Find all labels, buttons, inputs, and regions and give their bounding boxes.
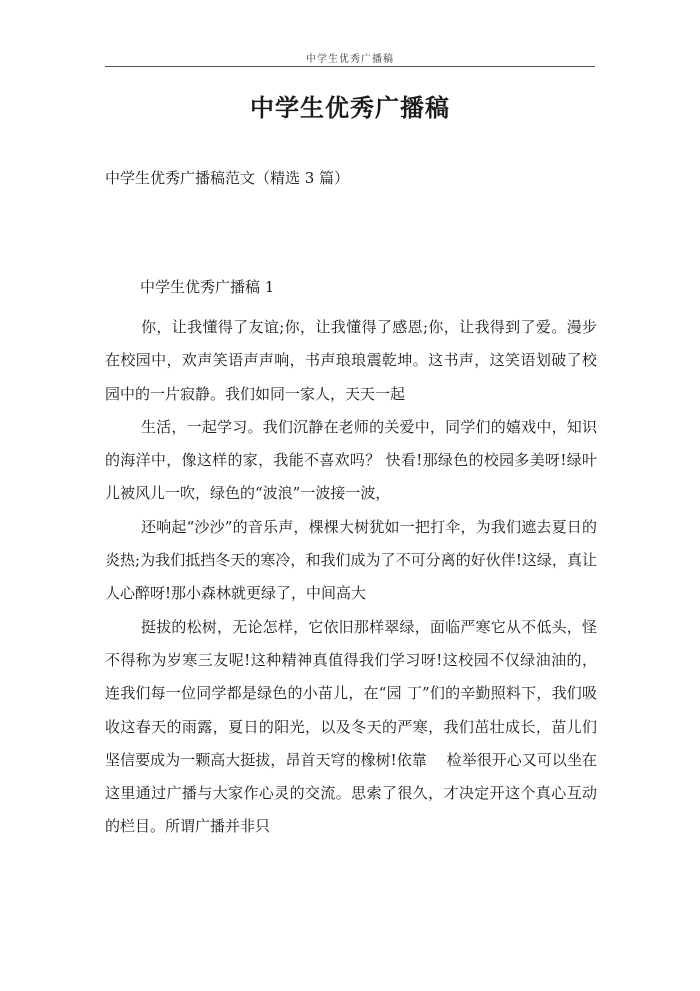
body-text [105, 311, 597, 844]
paragraph: 还响起“沙沙”的音乐声，棵棵大树犹如一把打伞，为我们遮去夏日的炎热;为我们抵挡冬天的寒冷，和我们成为了不可分离的好伙伴!这绿，真让人心醉呀!那小森林就更绿了，中间高大 [105, 517, 597, 603]
header-divider [105, 66, 595, 67]
running-header: 中学生优秀广播稿 [306, 54, 394, 65]
document-title: 中学生优秀广播稿 [250, 93, 450, 122]
document-subtitle: 中学生优秀广播稿范文（精选 3 篇） [105, 169, 350, 187]
paragraph: 你，让我懂得了友谊;你，让我懂得了感恩;你，让我得到了爱。漫步在校园中，欢声笑语声声响，书声琅琅震乾坤。这书声，这笑语划破了校园中的一片寂静。我们如同一家人，天天一起 [105, 318, 597, 403]
paragraph: 挺拔的松树，无论怎样，它依旧那样翠绿，面临严寒它从不低头，怪不得称为岁寒三友呢!这种精神真值得我们学习呀!这校园不仅绿油油的，连我们每一位同学都是绿色的小苗儿，在“园 丁”们的辛勤照料下，我们吸收这春天的雨露，夏日的阳光，以及冬天的严寒，我们茁壮成长，苗儿们坚信要成为一颗高大挺拔，昂首天穹的橡树!依靠 检举很开心又可以坐在这里通过广播与大家作心灵的交流。思索了很久，才决定开这个真心互动的栏目。所谓广播并非只 [105, 617, 597, 836]
section-heading: 中学生优秀广播稿 1 [140, 278, 275, 296]
paragraph: 生活，一起学习。我们沉静在老师的关爱中，同学们的嬉戏中，知识的海洋中，像这样的家，我能不喜欢吗？ 快看!那绿色的校园多美呀!绿叶儿被风儿一吹，绿色的“波浪”一波接一波， [105, 417, 597, 503]
